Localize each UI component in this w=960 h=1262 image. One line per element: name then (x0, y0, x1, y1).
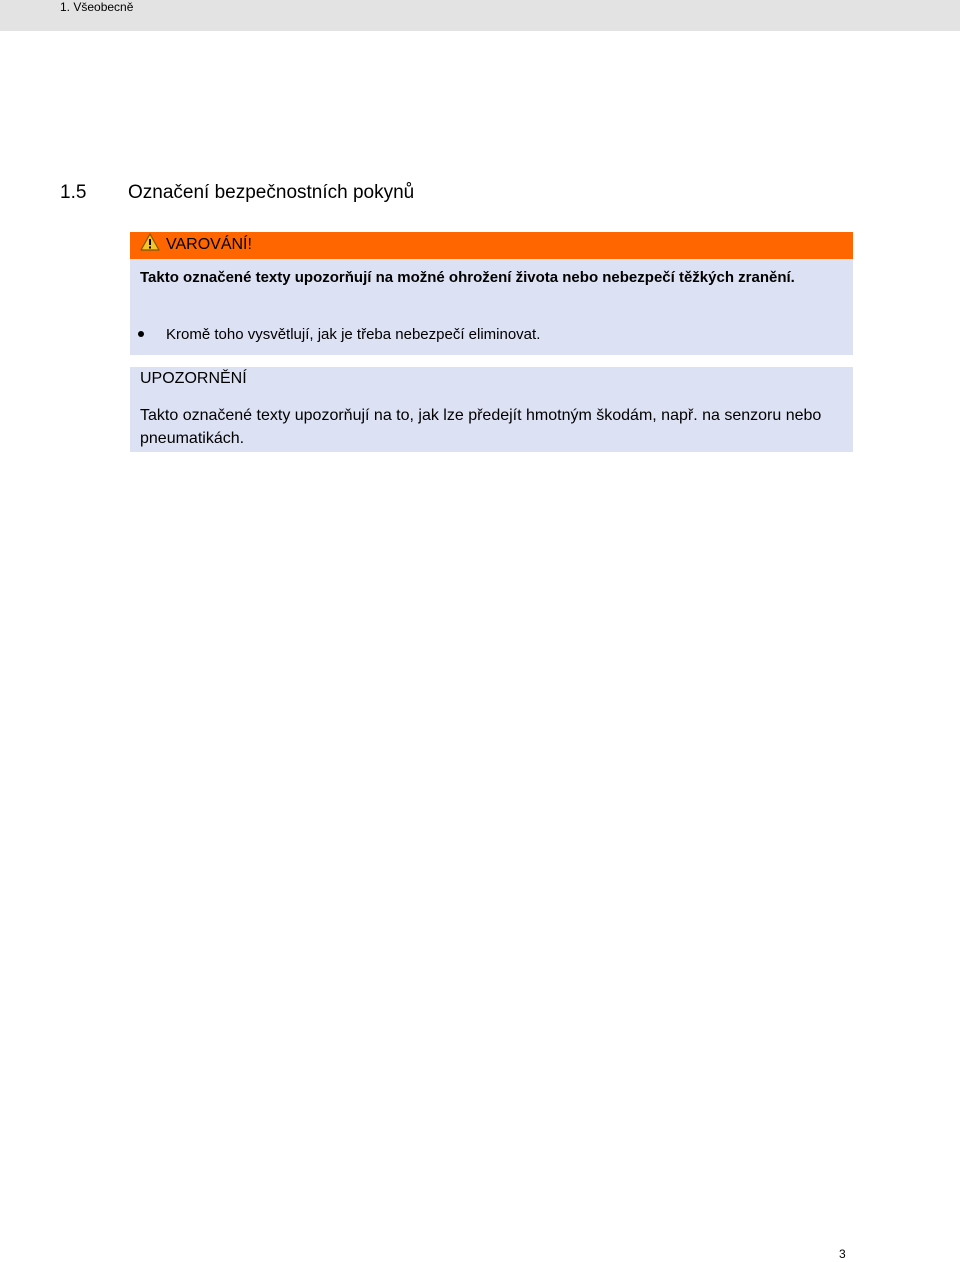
warning-text: Takto označené texty upozorňují na možné ohrožení života nebo nebezpečí těžkých zranění. (140, 269, 795, 286)
notice-label: UPOZORNĚNÍ (140, 370, 247, 387)
section-heading (60, 181, 414, 205)
warning-triangle-icon (140, 233, 160, 251)
warning-box (130, 232, 853, 355)
section-number: 1.5 (60, 182, 87, 203)
page-number: 3 (839, 1247, 846, 1261)
warning-label: VAROVÁNÍ! (166, 236, 252, 253)
bullet-icon (138, 331, 144, 337)
warning-bullet-item (138, 325, 540, 345)
section-title: Označení bezpečnostních pokynů (128, 182, 415, 203)
warning-bullet-text: Kromě toho vysvětlují, jak je třeba nebezpečí eliminovat. (166, 326, 541, 343)
running-header (0, 0, 960, 31)
notice-text: Takto označené texty upozorňují na to, jak lze předejít hmotným škodám, např. na senzoru nebo pneumatikách. (140, 407, 822, 447)
running-header-title: 1. Všeobecně (60, 0, 134, 14)
warning-header-bar (130, 232, 853, 259)
notice-box (130, 367, 853, 452)
